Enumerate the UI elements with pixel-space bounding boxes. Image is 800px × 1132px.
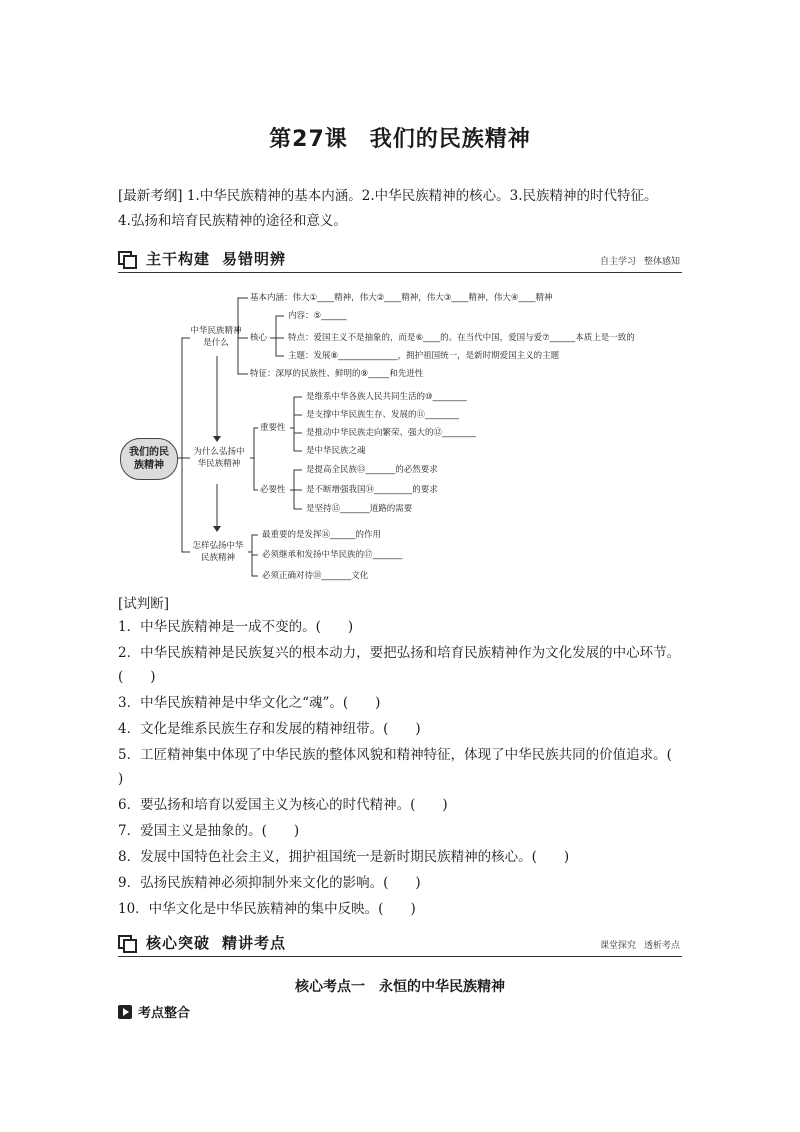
judge-item-cont: ( )	[118, 669, 156, 685]
section-tags: 课堂探究 透析考点	[599, 941, 680, 951]
judge-item: 5．工匠精神集中体现了中华民族的整体风貌和精神特征，体现了中华民族共同的价值追求。(	[118, 747, 672, 763]
mindmap-biyao-2: 是不断增强我国⑭_________的要求	[306, 485, 438, 495]
mindmap-hexin: 核心	[250, 333, 268, 343]
kaogang-text-1: 1.中华民族精神的基本内涵。2.中华民族精神的核心。3.民族精神的时代特征。	[186, 188, 658, 204]
section-bar-hexin	[118, 932, 682, 957]
mindmap-zhongyao-2: 是支撑中华民族生存、发展的⑪________	[306, 410, 460, 420]
judge-item: 7．爱国主义是抽象的。( )	[118, 823, 300, 839]
lesson-name: 我们的民族精神	[369, 127, 531, 152]
mindmap-zhongyao-3: 是推动中华民族走向繁荣、强大的⑫________	[306, 428, 477, 438]
mindmap-biyao-1: 是提高全民族⑬_______的必然要求	[306, 465, 438, 475]
mindmap-how-2: 必须继承和发扬中华民族的⑰_______	[262, 550, 403, 560]
lesson-number: 第27课	[269, 127, 348, 152]
kaogang-line-2: 4.弘扬和培育民族精神的途径和意义。	[118, 213, 347, 229]
section-square-icon-2	[123, 939, 137, 953]
mindmap-zhuti: 主题：发展⑧______________，拥护祖国统一，是新时期爱国主义的主题	[288, 351, 560, 361]
mindmap-branch-how: 怎样弘扬中华民族精神	[192, 541, 244, 563]
judge-heading: [试判断]	[118, 596, 170, 612]
mindmap-branch-why: 为什么弘扬中华民族精神	[193, 447, 245, 469]
mindmap-branch-what: 中华民族精神是什么	[190, 326, 242, 348]
mindmap-neirong: 内容：⑤______	[288, 311, 347, 321]
judge-item-cont: )	[118, 771, 124, 787]
judge-item: 4．文化是维系民族生存和发展的精神纽带。( )	[118, 721, 421, 737]
play-triangle-icon	[118, 1005, 132, 1019]
section-title: 核心突破 精讲考点	[146, 934, 287, 952]
kaodian-heading: 考点整合	[118, 1002, 190, 1021]
mindmap-tezheng: 特征：深厚的民族性、鲜明的⑨_____和先进性	[250, 369, 424, 379]
judge-item: 9．弘扬民族精神必须抑制外来文化的影响。( )	[118, 875, 421, 891]
mindmap-neihan: 基本内涵：伟大①____精神，伟大②____精神，伟大③____精神，伟大④____精神	[250, 293, 553, 303]
mindmap-tedian: 特点：爱国主义不是抽象的，而是⑥____的。在当代中国，爱国与爱⑦______本质上是一致的	[288, 333, 635, 343]
mindmap-biyaoxing: 必要性	[260, 485, 286, 495]
core-point-title: 核心考点一 永恒的中华民族精神	[295, 979, 505, 995]
section-tags: 自主学习 整体感知	[599, 257, 680, 267]
judge-item: 2．中华民族精神是民族复兴的根本动力，要把弘扬和培育民族精神作为文化发展的中心环节。	[118, 645, 681, 661]
kaogang-label: [最新考纲]	[118, 188, 183, 204]
mindmap-zhongyao-4: 是中华民族之魂	[306, 446, 366, 456]
mindmap-biyao-3: 是坚持⑮_______道路的需要	[306, 504, 413, 514]
mindmap-zhongyao-1: 是维系中华各族人民共同生活的⑩________	[306, 392, 467, 402]
judge-item: 8．发展中国特色社会主义，拥护祖国统一是新时期民族精神的核心。( )	[118, 849, 570, 865]
section-title: 主干构建 易错明辨	[146, 250, 287, 268]
mindmap-how-3: 必须正确对待⑱_______文化	[262, 571, 369, 581]
judge-item: 10．中华文化是中华民族精神的集中反映。( )	[118, 901, 416, 917]
mindmap-zhongyaoxing: 重要性	[260, 423, 286, 433]
mindmap-how-1: 最重要的是发挥⑯______的作用	[262, 530, 382, 540]
judge-item: 1．中华民族精神是一成不变的。( )	[118, 619, 354, 635]
judge-item: 6．要弘扬和培育以爱国主义为核心的时代精神。( )	[118, 797, 448, 813]
judge-item: 3．中华民族精神是中华文化之“魂”。( )	[118, 695, 381, 711]
mindmap-root: 我们的民族精神	[120, 438, 178, 480]
